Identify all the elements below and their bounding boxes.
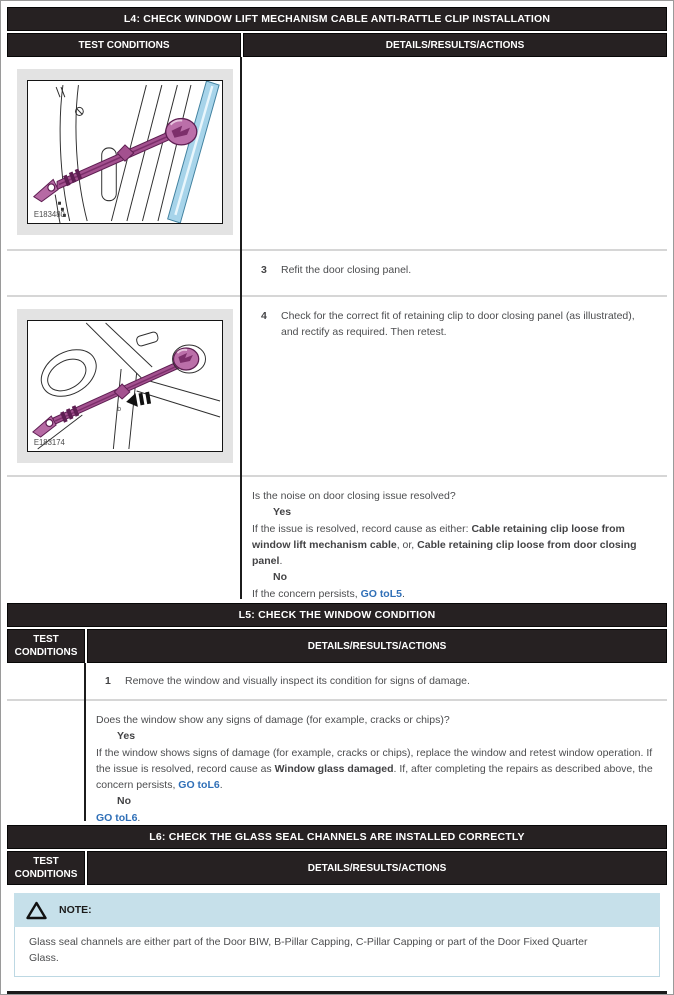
question-text: Is the noise on door closing issue resolved? xyxy=(252,490,456,502)
details-cell xyxy=(86,701,667,824)
section-l6-column-headers xyxy=(7,851,667,885)
column-header-details-results-actions: DETAILS/RESULTS/ACTIONS xyxy=(87,851,667,885)
column-header-test-conditions: TEST CONDITIONS xyxy=(7,33,241,57)
table-row xyxy=(7,57,667,249)
step-text: Refit the door closing panel. xyxy=(281,264,412,276)
section-l6 xyxy=(7,825,667,977)
note-label: NOTE: xyxy=(59,904,92,916)
section-l6-title: L6: CHECK THE GLASS SEAL CHANNELS ARE INSTALLED CORRECTLY xyxy=(7,825,667,849)
table-row xyxy=(7,475,667,599)
step-1 xyxy=(96,673,659,689)
step-number: 4 xyxy=(261,310,267,322)
test-conditions-cell xyxy=(7,251,242,295)
yes-outcome-text: If the issue is resolved, record cause as either: Cable retaining clip loose from window lift mechanism cable, or, Cable retaining clip loose from door closing panel. xyxy=(252,522,637,568)
column-header-details-results-actions: DETAILS/RESULTS/ACTIONS xyxy=(87,629,667,663)
test-conditions-cell xyxy=(7,477,242,599)
column-header-test-conditions: TEST CONDITIONS xyxy=(7,629,85,663)
no-outcome-text: If the concern persists, GO toL5. xyxy=(252,587,405,600)
go-to-l6-link[interactable]: GO toL6 xyxy=(96,811,138,824)
note-header xyxy=(14,893,660,927)
figure-e183480 xyxy=(27,80,223,224)
step-3 xyxy=(252,262,659,278)
table-row xyxy=(7,295,667,475)
figure-e183174 xyxy=(27,320,223,452)
table-row xyxy=(7,249,667,295)
yes-label: Yes xyxy=(273,506,292,519)
clip-to-door-panel-illustration xyxy=(28,321,222,451)
svg-text:b: b xyxy=(117,405,122,414)
step-number: 1 xyxy=(105,675,111,687)
column-header-details-results-actions: DETAILS/RESULTS/ACTIONS xyxy=(243,33,667,57)
table-bottom-border xyxy=(7,991,667,995)
details-cell xyxy=(242,251,667,295)
test-conditions-cell xyxy=(7,57,242,249)
section-l4-column-headers xyxy=(7,33,667,57)
details-cell-empty xyxy=(242,57,667,249)
step-number: 3 xyxy=(261,264,267,276)
note-text: Glass seal channels are either part of the Door BIW, B-Pillar Capping, C-Pillar Capping or part of the Door Fixed Quarter Glass. xyxy=(29,936,588,965)
warning-triangle-icon xyxy=(26,901,47,920)
note-body xyxy=(14,927,660,977)
question-text: Does the window show any signs of damage (for example, cracks or chips)? xyxy=(96,714,450,726)
section-l5-title: L5: CHECK THE WINDOW CONDITION xyxy=(7,603,667,627)
test-conditions-cell xyxy=(7,701,86,821)
section-l4 xyxy=(7,7,667,599)
note-row xyxy=(7,885,667,977)
yes-outcome-text: If the window shows signs of damage (for example, cracks or chips), replace the window and retest window operation. If the issue is resolved, record cause as Window glass damaged. If, after completing the repairs as described above, the concern persists, GO toL6. xyxy=(96,746,653,792)
step-text: Remove the window and visually inspect its condition for signs of damage. xyxy=(125,675,470,687)
figure-label: E183174 xyxy=(33,437,65,448)
go-to-l5-link[interactable]: GO toL5 xyxy=(360,587,402,600)
details-cell xyxy=(242,477,667,599)
table-row xyxy=(7,699,667,824)
yes-label: Yes xyxy=(117,730,136,743)
figure-pad xyxy=(17,69,233,235)
figure-label: E183480 xyxy=(33,209,65,219)
test-conditions-cell xyxy=(7,663,86,699)
cable-clip-on-tube-illustration xyxy=(28,81,222,223)
no-outcome-text: GO toL6. xyxy=(96,811,141,824)
details-cell xyxy=(242,297,667,475)
section-l4-body xyxy=(7,57,667,599)
no-label: No xyxy=(117,795,131,808)
section-l5-body xyxy=(7,663,667,824)
go-to-l6-link[interactable]: GO toL6 xyxy=(178,779,220,792)
section-l5 xyxy=(7,603,667,824)
section-l5-column-headers xyxy=(7,629,667,663)
details-cell xyxy=(86,663,667,699)
figure-pad xyxy=(17,309,233,463)
step-4 xyxy=(252,308,659,341)
table-row xyxy=(7,663,667,699)
test-conditions-cell xyxy=(7,297,242,475)
no-label: No xyxy=(273,571,287,584)
column-header-test-conditions: TEST CONDITIONS xyxy=(7,851,85,885)
section-l4-title: L4: CHECK WINDOW LIFT MECHANISM CABLE ANTI-RATTLE CLIP INSTALLATION xyxy=(7,7,667,31)
step-text: Check for the correct fit of retaining clip to door closing panel (as illustrated), and rectify as required. Then retest. xyxy=(281,310,635,339)
